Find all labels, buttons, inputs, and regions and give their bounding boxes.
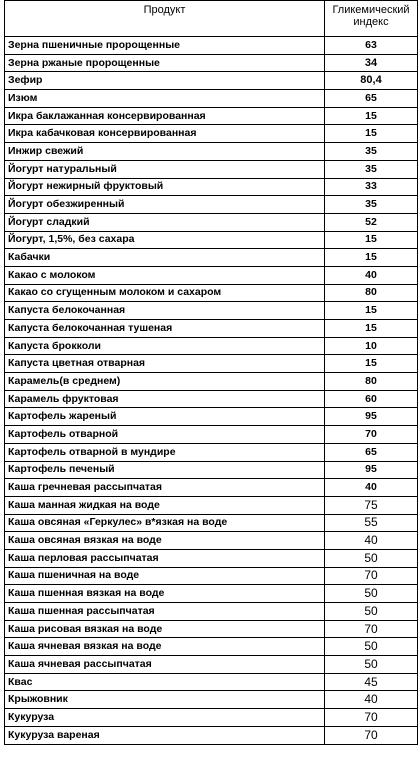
product-cell: Йогурт натуральный xyxy=(5,160,325,178)
glycemic-index-cell: 50 xyxy=(325,638,418,656)
glycemic-index-cell: 70 xyxy=(325,620,418,638)
table-row xyxy=(5,196,418,214)
table-row xyxy=(5,532,418,550)
table-row xyxy=(5,231,418,249)
glycemic-index-cell: 45 xyxy=(325,673,418,691)
product-cell: Йогурт обезжиренный xyxy=(5,196,325,214)
glycemic-index-cell: 15 xyxy=(325,249,418,267)
table-row xyxy=(5,638,418,656)
header-product: Продукт xyxy=(5,1,325,37)
product-cell: Каша пшенная вязкая на воде xyxy=(5,585,325,603)
table-row xyxy=(5,320,418,338)
product-cell: Йогурт нежирный фруктовый xyxy=(5,178,325,196)
table-row xyxy=(5,284,418,302)
product-cell: Каша ячневая рассыпчатая xyxy=(5,656,325,674)
table-row xyxy=(5,266,418,284)
product-cell: Какао со сгущенным молоком и сахаром xyxy=(5,284,325,302)
table-row xyxy=(5,302,418,320)
table-row xyxy=(5,496,418,514)
glycemic-index-cell: 33 xyxy=(325,178,418,196)
table-row xyxy=(5,656,418,674)
table-row xyxy=(5,603,418,621)
table-row xyxy=(5,355,418,373)
glycemic-index-cell: 65 xyxy=(325,90,418,108)
header-glycemic-index: Гликемический индекс xyxy=(325,1,418,37)
table-row xyxy=(5,514,418,532)
product-cell: Карамель фруктовая xyxy=(5,390,325,408)
table-row xyxy=(5,143,418,161)
glycemic-index-cell: 10 xyxy=(325,337,418,355)
glycemic-index-cell: 50 xyxy=(325,585,418,603)
table-row xyxy=(5,585,418,603)
glycemic-index-cell: 70 xyxy=(325,726,418,744)
table-row xyxy=(5,426,418,444)
product-cell: Зерна ржаные пророщенные xyxy=(5,54,325,72)
table-row xyxy=(5,249,418,267)
glycemic-index-cell: 60 xyxy=(325,390,418,408)
table-row xyxy=(5,213,418,231)
product-cell: Капуста белокочанная тушеная xyxy=(5,320,325,338)
product-cell: Каша овсяная вязкая на воде xyxy=(5,532,325,550)
product-cell: Картофель печеный xyxy=(5,461,325,479)
table-row xyxy=(5,337,418,355)
product-cell: Какао с молоком xyxy=(5,266,325,284)
glycemic-index-cell: 15 xyxy=(325,125,418,143)
product-cell: Кукуруза вареная xyxy=(5,726,325,744)
product-cell: Инжир свежий xyxy=(5,143,325,161)
product-cell: Зефир xyxy=(5,72,325,90)
table-row xyxy=(5,726,418,744)
table-row xyxy=(5,178,418,196)
glycemic-index-cell: 15 xyxy=(325,231,418,249)
product-cell: Икра кабачковая консервированная xyxy=(5,125,325,143)
table-row xyxy=(5,54,418,72)
table-row xyxy=(5,691,418,709)
product-cell: Изюм xyxy=(5,90,325,108)
glycemic-index-cell: 95 xyxy=(325,461,418,479)
product-cell: Кукуруза xyxy=(5,709,325,727)
glycemic-index-cell: 75 xyxy=(325,496,418,514)
product-cell: Икра баклажанная консервированная xyxy=(5,107,325,125)
glycemic-index-cell: 55 xyxy=(325,514,418,532)
product-cell: Йогурт, 1,5%, без сахара xyxy=(5,231,325,249)
table-row xyxy=(5,673,418,691)
table-row xyxy=(5,567,418,585)
product-cell: Йогурт сладкий xyxy=(5,213,325,231)
product-cell: Крыжовник xyxy=(5,691,325,709)
glycemic-index-table xyxy=(4,0,418,745)
glycemic-index-cell: 80 xyxy=(325,284,418,302)
product-cell: Квас xyxy=(5,673,325,691)
glycemic-index-cell: 15 xyxy=(325,302,418,320)
table-row xyxy=(5,90,418,108)
product-cell: Зерна пшеничные пророщенные xyxy=(5,37,325,55)
glycemic-index-cell: 50 xyxy=(325,656,418,674)
glycemic-index-cell: 95 xyxy=(325,408,418,426)
glycemic-index-cell: 34 xyxy=(325,54,418,72)
glycemic-index-cell: 35 xyxy=(325,160,418,178)
glycemic-index-cell: 50 xyxy=(325,549,418,567)
glycemic-index-cell: 52 xyxy=(325,213,418,231)
glycemic-index-cell: 70 xyxy=(325,426,418,444)
glycemic-index-cell: 40 xyxy=(325,532,418,550)
table-row xyxy=(5,160,418,178)
table-row xyxy=(5,390,418,408)
glycemic-index-cell: 35 xyxy=(325,143,418,161)
table-row xyxy=(5,461,418,479)
glycemic-index-cell: 80,4 xyxy=(325,72,418,90)
glycemic-index-cell: 35 xyxy=(325,196,418,214)
glycemic-index-cell: 40 xyxy=(325,691,418,709)
product-cell: Каша пшеничная на воде xyxy=(5,567,325,585)
table-row xyxy=(5,620,418,638)
glycemic-index-cell: 70 xyxy=(325,567,418,585)
product-cell: Капуста белокочанная xyxy=(5,302,325,320)
product-cell: Капуста цветная отварная xyxy=(5,355,325,373)
product-cell: Каша гречневая рассыпчатая xyxy=(5,479,325,497)
table-row xyxy=(5,408,418,426)
glycemic-index-cell: 50 xyxy=(325,603,418,621)
table-header-row xyxy=(5,1,418,37)
table-row xyxy=(5,373,418,391)
glycemic-index-cell: 15 xyxy=(325,320,418,338)
table-row xyxy=(5,125,418,143)
product-cell: Каша ячневая вязкая на воде xyxy=(5,638,325,656)
table-row xyxy=(5,443,418,461)
product-cell: Картофель отварной xyxy=(5,426,325,444)
product-cell: Каша манная жидкая на воде xyxy=(5,496,325,514)
glycemic-index-cell: 40 xyxy=(325,266,418,284)
glycemic-index-cell: 15 xyxy=(325,355,418,373)
product-cell: Кабачки xyxy=(5,249,325,267)
table-row xyxy=(5,709,418,727)
product-cell: Каша овсяная «Геркулес» в*язкая на воде xyxy=(5,514,325,532)
table-row xyxy=(5,72,418,90)
table-body xyxy=(5,37,418,745)
product-cell: Каша перловая рассыпчатая xyxy=(5,549,325,567)
table-row xyxy=(5,549,418,567)
product-cell: Картофель жареный xyxy=(5,408,325,426)
glycemic-index-cell: 63 xyxy=(325,37,418,55)
glycemic-index-cell: 40 xyxy=(325,479,418,497)
product-cell: Картофель отварной в мундире xyxy=(5,443,325,461)
glycemic-index-cell: 65 xyxy=(325,443,418,461)
product-cell: Карамель(в среднем) xyxy=(5,373,325,391)
glycemic-index-cell: 70 xyxy=(325,709,418,727)
table-row xyxy=(5,479,418,497)
glycemic-index-cell: 15 xyxy=(325,107,418,125)
product-cell: Каша рисовая вязкая на воде xyxy=(5,620,325,638)
table-row xyxy=(5,37,418,55)
product-cell: Капуста брокколи xyxy=(5,337,325,355)
table-row xyxy=(5,107,418,125)
product-cell: Каша пшенная рассыпчатая xyxy=(5,603,325,621)
glycemic-index-cell: 80 xyxy=(325,373,418,391)
